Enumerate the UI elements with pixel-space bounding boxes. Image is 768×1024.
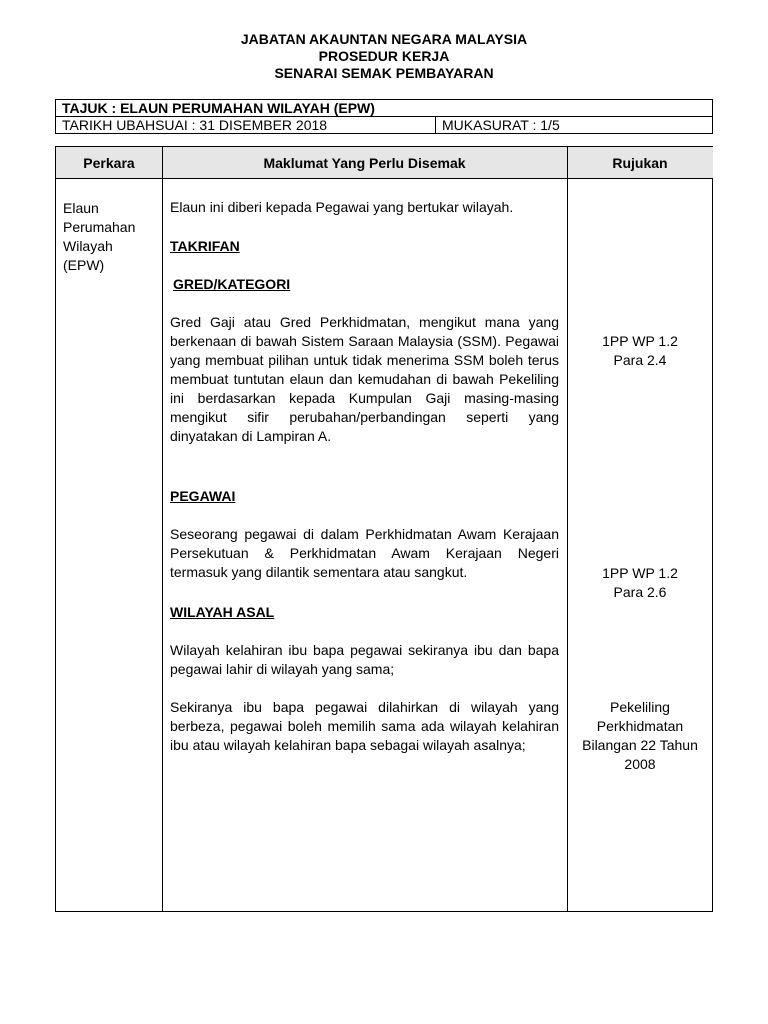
document-header: [0, 31, 768, 82]
pegawai-heading: PEGAWAI: [170, 488, 236, 504]
reference-1: [567, 332, 713, 370]
header-perkara: Perkara: [56, 147, 162, 179]
pegawai-text: Seseorang pegawai di dalam Perkhidmatan Awam Kerajaan Persekutuan & Perkhidmatan Awam Kerajaan Negeri termasuk yang dilantik sementara atau sangkut.: [170, 526, 559, 580]
perkara-line: Perumahan: [63, 219, 136, 235]
column-divider: [567, 147, 568, 911]
doc-type: PROSEDUR KERJA: [318, 48, 450, 64]
column-divider: [162, 147, 163, 911]
title-block: [55, 99, 713, 134]
page-number-cell: MUKASURAT : 1/5: [436, 117, 713, 134]
reference-line: 2008: [624, 756, 656, 772]
gred-text: Gred Gaji atau Gred Perkhidmatan, mengikut mana yang berkenaan di bawah Sistem Saraan Malaysia (SSM). Pegawai yang membuat pilihan untuk tidak menerima SSM boleh terus membuat tuntutan elaun dan kemudahan di bawah Pekeliling ini berdasarkan kepada Kumpulan Gaji masing-masing mengikut sifir perubahan/perbandingan seperti yang dinyatakan di Lampiran A.: [170, 314, 559, 444]
perkara-line: Elaun: [63, 200, 99, 216]
reference-line: Para 2.6: [613, 584, 667, 600]
revision-date-cell: TARIKH UBAHSUAI : 31 DISEMBER 2018: [56, 117, 436, 134]
intro-text: Elaun ini diberi kepada Pegawai yang bertukar wilayah.: [170, 199, 514, 215]
reference-line: 1PP WP 1.2: [602, 333, 678, 349]
perkara-line: Wilayah: [63, 238, 113, 254]
org-name: JABATAN AKAUNTAN NEGARA MALAYSIA: [240, 31, 528, 47]
reference-line: 1PP WP 1.2: [602, 565, 678, 581]
doc-title: SENARAI SEMAK PEMBAYARAN: [274, 65, 494, 81]
takrifan-heading: TAKRIFAN: [170, 238, 240, 254]
reference-3: [567, 698, 713, 774]
topic-cell: TAJUK : ELAUN PERUMAHAN WILAYAH (EPW): [56, 100, 713, 117]
reference-line: Bilangan 22 Tahun: [582, 737, 698, 753]
reference-line: Pekeliling: [610, 699, 670, 715]
header-rujukan: Rujukan: [567, 147, 713, 179]
perkara-cell: [63, 199, 158, 275]
reference-line: Perkhidmatan: [596, 718, 684, 734]
wilayah-text-1: Wilayah kelahiran ibu bapa pegawai sekiranya ibu dan bapa pegawai lahir di wilayah yang sama;: [170, 642, 559, 677]
reference-2: [567, 564, 713, 602]
perkara-line: (EPW): [63, 257, 105, 273]
wilayah-text-2: Sekiranya ibu bapa pegawai dilahirkan di wilayah yang berbeza, pegawai boleh memilih sama ada wilayah kelahiran ibu atau wilayah kelahiran bapa sebagai wilayah asalnya;: [170, 699, 559, 753]
checklist-table: [55, 146, 713, 912]
wilayah-asal-heading: WILAYAH ASAL: [170, 604, 275, 620]
gred-heading: GRED/KATEGORI: [173, 276, 291, 292]
header-maklumat: Maklumat Yang Perlu Disemak: [162, 147, 567, 179]
reference-line: Para 2.4: [613, 352, 667, 368]
